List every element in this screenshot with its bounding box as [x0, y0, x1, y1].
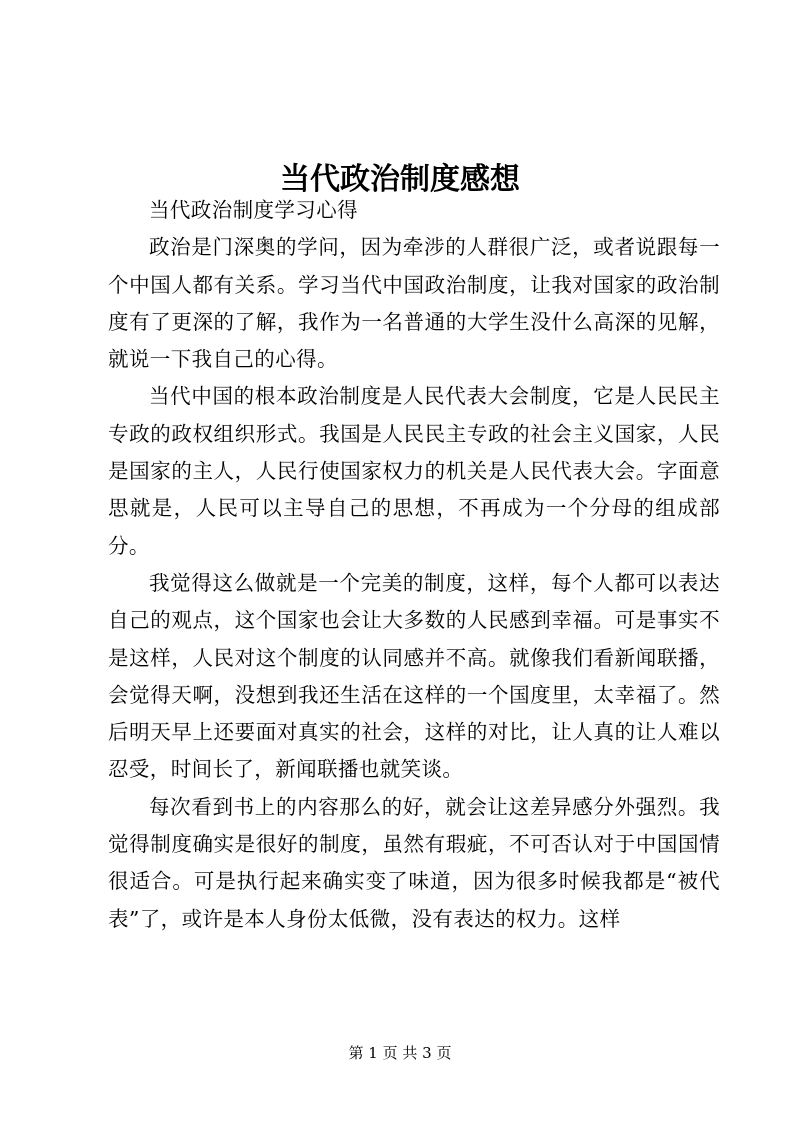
paragraph-intro: 政治是门深奥的学问，因为牵涉的人群很广泛，或者说跟每一个中国人都有关系。学习当代中国政治制度，让我对国家的政治制度有了更深的了解，我作为一名普通的大学生没什么高深的见解，就说一下我自己的心得。	[108, 235, 720, 372]
paragraph-contrast: 每次看到书上的内容那么的好，就会让这差异感分外强烈。我觉得制度确实是很好的制度，虽然有瑕疵，不可否认对于中国国情很适合。可是执行起来确实变了味道，因为很多时候我都是“被代表”了，或许是本人身份太低微，没有表达的权力。这样	[108, 794, 720, 931]
document-body	[108, 192, 720, 938]
paragraph-opinion: 我觉得这么做就是一个完美的制度，这样，每个人都可以表达自己的观点，这个国家也会让大多数的人民感到幸福。可是事实不是这样，人民对这个制度的认同感并不高。就像我们看新闻联播，会觉得天啊，没想到我还生活在这样的一个国度里，太幸福了。然后明天早上还要面对真实的社会，这样的对比，让人真的让人难以忍受，时间长了，新闻联播也就笑谈。	[108, 570, 720, 782]
paragraph-system: 当代中国的根本政治制度是人民代表大会制度，它是人民民主专政的政权组织形式。我国是人民民主专政的社会主义国家，人民是国家的主人，人民行使国家权力的机关是人民代表大会。字面意思就是，人民可以主导自己的思想，不再成为一个分母的组成部分。	[108, 384, 720, 558]
document-title: 当代政治制度感想	[280, 162, 520, 198]
paragraph-subtitle: 当代政治制度学习心得	[149, 198, 358, 222]
page-footer: 第 1 页 共 3 页	[348, 1044, 452, 1062]
